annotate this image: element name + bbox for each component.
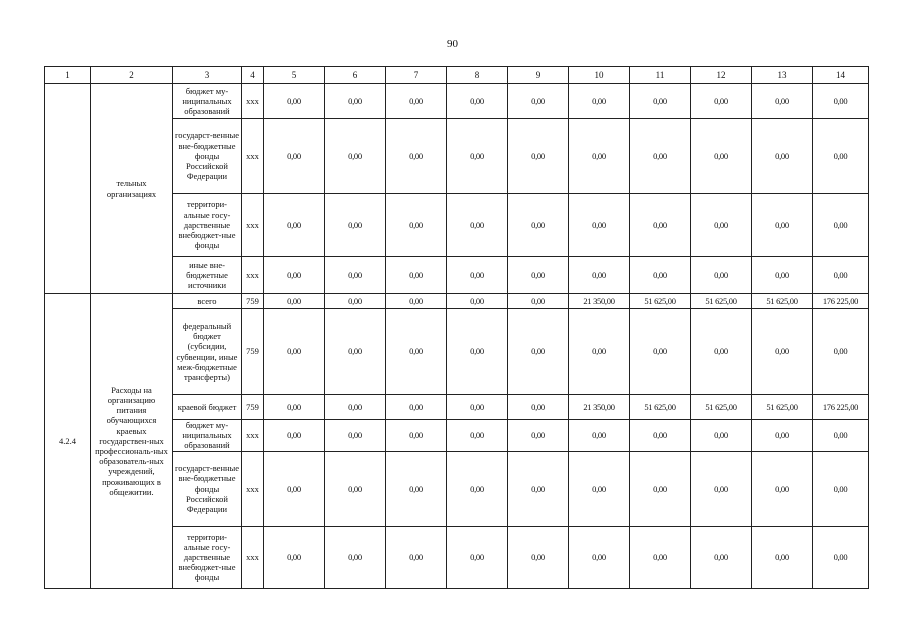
value-cell: 0,00 (447, 309, 508, 395)
value-cell: 0,00 (813, 309, 869, 395)
header-cell: 14 (813, 67, 869, 84)
value-cell: 0,00 (264, 294, 325, 309)
value-cell: 0,00 (691, 257, 752, 294)
value-cell: 51 625,00 (630, 395, 691, 420)
value-cell: 0,00 (752, 451, 813, 526)
value-cell: 0,00 (630, 194, 691, 257)
value-cell: 0,00 (691, 309, 752, 395)
value-cell: 0,00 (691, 526, 752, 588)
source-cell: территори-альные госу-дарственные внебюджет-ные фонды (173, 526, 242, 588)
header-cell: 7 (386, 67, 447, 84)
value-cell: 0,00 (569, 451, 630, 526)
value-cell: 0,00 (508, 294, 569, 309)
value-cell: 0,00 (813, 451, 869, 526)
value-cell: 0,00 (630, 420, 691, 452)
value-cell: 0,00 (386, 294, 447, 309)
page-number: 90 (447, 38, 458, 50)
value-cell: 0,00 (264, 451, 325, 526)
value-cell: 0,00 (630, 451, 691, 526)
value-cell: 176 225,00 (813, 395, 869, 420)
code-cell: 759 (242, 309, 264, 395)
code-cell: xxx (242, 257, 264, 294)
header-cell: 6 (325, 67, 386, 84)
value-cell: 0,00 (813, 84, 869, 119)
value-cell: 0,00 (569, 194, 630, 257)
code-cell: 759 (242, 395, 264, 420)
header-cell: 9 (508, 67, 569, 84)
value-cell: 0,00 (325, 451, 386, 526)
value-cell: 0,00 (752, 119, 813, 194)
budget-table (44, 66, 869, 589)
value-cell: 0,00 (813, 119, 869, 194)
source-cell: федеральный бюджет (субсидии, субвенции, иные меж-бюджетные трансферты) (173, 309, 242, 395)
value-cell: 21 350,00 (569, 395, 630, 420)
value-cell: 0,00 (386, 309, 447, 395)
value-cell: 0,00 (569, 526, 630, 588)
source-cell: иные вне-бюджетные источники (173, 257, 242, 294)
value-cell: 0,00 (447, 257, 508, 294)
header-cell: 12 (691, 67, 752, 84)
value-cell: 51 625,00 (691, 395, 752, 420)
value-cell: 0,00 (447, 84, 508, 119)
value-cell: 0,00 (691, 194, 752, 257)
value-cell: 0,00 (264, 84, 325, 119)
value-cell: 0,00 (386, 119, 447, 194)
value-cell: 0,00 (264, 526, 325, 588)
value-cell: 0,00 (264, 194, 325, 257)
value-cell: 176 225,00 (813, 294, 869, 309)
code-cell: xxx (242, 526, 264, 588)
table-row (45, 294, 869, 309)
value-cell: 21 350,00 (569, 294, 630, 309)
value-cell: 0,00 (325, 420, 386, 452)
value-cell: 0,00 (691, 119, 752, 194)
value-cell: 0,00 (325, 257, 386, 294)
value-cell: 0,00 (752, 309, 813, 395)
value-cell: 0,00 (630, 119, 691, 194)
value-cell: 0,00 (508, 84, 569, 119)
code-cell: xxx (242, 84, 264, 119)
value-cell: 0,00 (569, 420, 630, 452)
value-cell: 0,00 (630, 309, 691, 395)
value-cell: 0,00 (447, 294, 508, 309)
value-cell: 51 625,00 (752, 294, 813, 309)
value-cell: 0,00 (447, 194, 508, 257)
value-cell: 0,00 (447, 526, 508, 588)
value-cell: 51 625,00 (752, 395, 813, 420)
value-cell: 0,00 (264, 119, 325, 194)
value-cell: 0,00 (813, 194, 869, 257)
code-cell: xxx (242, 119, 264, 194)
value-cell: 0,00 (508, 526, 569, 588)
title-cell: тельных организациях (91, 84, 173, 294)
value-cell: 0,00 (569, 84, 630, 119)
value-cell: 0,00 (264, 309, 325, 395)
value-cell: 51 625,00 (691, 294, 752, 309)
header-row (45, 67, 869, 84)
value-cell: 0,00 (325, 526, 386, 588)
value-cell: 0,00 (386, 451, 447, 526)
value-cell: 0,00 (569, 309, 630, 395)
header-cell: 11 (630, 67, 691, 84)
value-cell: 0,00 (325, 395, 386, 420)
source-cell: бюджет му-ниципальных образований (173, 420, 242, 452)
value-cell: 0,00 (325, 84, 386, 119)
value-cell: 0,00 (752, 194, 813, 257)
header-cell: 4 (242, 67, 264, 84)
source-cell: территори-альные госу-дарственные внебюджет-ные фонды (173, 194, 242, 257)
value-cell: 0,00 (813, 420, 869, 452)
table-row (45, 84, 869, 119)
value-cell: 0,00 (447, 395, 508, 420)
value-cell: 0,00 (508, 395, 569, 420)
code-cell: xxx (242, 194, 264, 257)
value-cell: 0,00 (752, 420, 813, 452)
value-cell: 0,00 (325, 309, 386, 395)
source-cell: бюджет му-ниципальных образований (173, 84, 242, 119)
value-cell: 0,00 (813, 257, 869, 294)
value-cell: 0,00 (386, 420, 447, 452)
value-cell: 0,00 (386, 194, 447, 257)
source-cell: всего (173, 294, 242, 309)
value-cell: 0,00 (447, 119, 508, 194)
value-cell: 0,00 (630, 257, 691, 294)
header-cell: 5 (264, 67, 325, 84)
value-cell: 0,00 (691, 451, 752, 526)
value-cell: 0,00 (813, 526, 869, 588)
title-cell: Расходы на организацию питания обучающихся краевых государствен-ных профессиональ-ных образователь-ных учреждений, проживающих в общежитии. (91, 294, 173, 589)
value-cell: 0,00 (508, 194, 569, 257)
value-cell: 0,00 (508, 309, 569, 395)
header-cell: 8 (447, 67, 508, 84)
header-cell: 3 (173, 67, 242, 84)
number-cell (45, 84, 91, 294)
value-cell: 0,00 (630, 84, 691, 119)
value-cell: 0,00 (752, 257, 813, 294)
header-cell: 13 (752, 67, 813, 84)
value-cell: 0,00 (386, 84, 447, 119)
header-cell: 1 (45, 67, 91, 84)
value-cell: 0,00 (325, 119, 386, 194)
value-cell: 51 625,00 (630, 294, 691, 309)
value-cell: 0,00 (264, 257, 325, 294)
value-cell: 0,00 (325, 294, 386, 309)
number-cell: 4.2.4 (45, 294, 91, 589)
value-cell: 0,00 (569, 257, 630, 294)
value-cell: 0,00 (508, 420, 569, 452)
source-cell: государст-венные вне-бюджетные фонды Российской Федерации (173, 119, 242, 194)
value-cell: 0,00 (386, 395, 447, 420)
value-cell: 0,00 (447, 420, 508, 452)
code-cell: xxx (242, 451, 264, 526)
value-cell: 0,00 (691, 420, 752, 452)
source-cell: краевой бюджет (173, 395, 242, 420)
code-cell: xxx (242, 420, 264, 452)
value-cell: 0,00 (508, 451, 569, 526)
value-cell: 0,00 (752, 84, 813, 119)
value-cell: 0,00 (508, 257, 569, 294)
value-cell: 0,00 (752, 526, 813, 588)
value-cell: 0,00 (325, 194, 386, 257)
value-cell: 0,00 (264, 420, 325, 452)
source-cell: государст-венные вне-бюджетные фонды Российской Федерации (173, 451, 242, 526)
header-cell: 10 (569, 67, 630, 84)
header-cell: 2 (91, 67, 173, 84)
value-cell: 0,00 (447, 451, 508, 526)
value-cell: 0,00 (691, 84, 752, 119)
value-cell: 0,00 (508, 119, 569, 194)
value-cell: 0,00 (630, 526, 691, 588)
value-cell: 0,00 (386, 526, 447, 588)
value-cell: 0,00 (386, 257, 447, 294)
value-cell: 0,00 (569, 119, 630, 194)
value-cell: 0,00 (264, 395, 325, 420)
code-cell: 759 (242, 294, 264, 309)
